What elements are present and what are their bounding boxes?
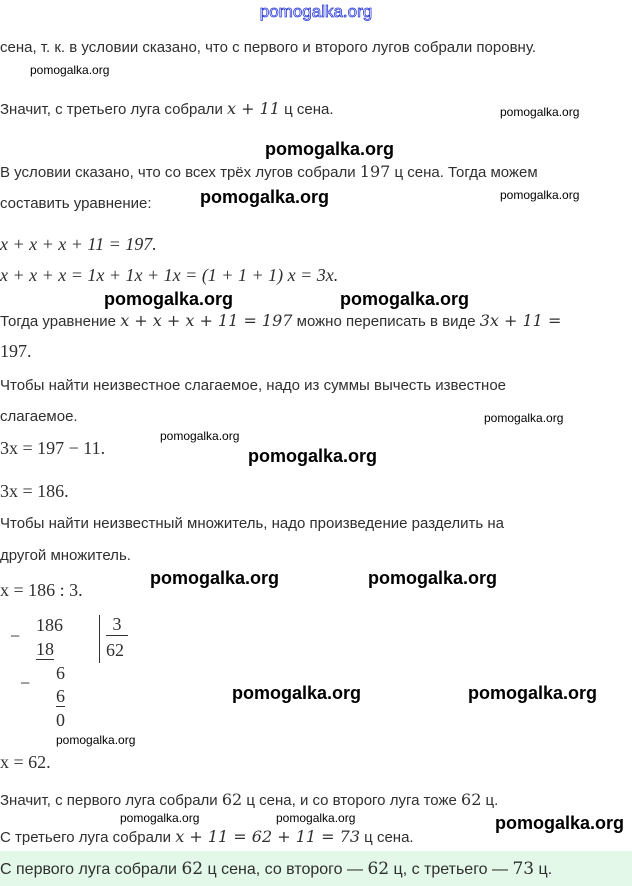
text-line: другой множитель.	[0, 547, 131, 564]
remainder: 6	[56, 663, 65, 683]
equation: 3x = 197 − 11.	[0, 438, 106, 458]
text-line: Значит, с первого луга собрали 62 ц сена, и со второго луга тоже 62 ц.	[0, 790, 499, 809]
divisor: 3	[106, 613, 128, 636]
watermark: pomogalka.org	[340, 289, 470, 309]
subtrahend: 18	[36, 639, 54, 659]
text-line: С третьего луга собрали x + 11 = 62 + 11 = 73 ц сена.	[0, 827, 414, 846]
text-line: слагаемое.	[0, 408, 78, 425]
answer-box	[0, 851, 632, 886]
text-line: Чтобы найти неизвестное слагаемое, надо из суммы вычесть известное	[0, 377, 507, 394]
watermark: pomogalka.org	[200, 187, 330, 207]
watermark: pomogalka.org	[276, 811, 356, 825]
quotient: 62	[106, 640, 124, 660]
answer-text: С первого луга собрали 62 ц сена, со второго — 62 ц, с третьего — 73 ц.	[0, 859, 553, 879]
watermark: pomogalka.org	[30, 63, 110, 77]
equation: x = 62.	[0, 752, 51, 772]
watermark: pomogalka.org	[500, 105, 580, 119]
text-line: Тогда уравнение x + x + x + 11 = 197 можно переписать в виде 3x + 11 =	[0, 311, 562, 330]
watermark: pomogalka.org	[120, 811, 200, 825]
equation: x + x + x = 1x + 1x + 1x = (1 + 1 + 1) x = 3x.	[0, 265, 339, 285]
remainder: 0	[56, 710, 65, 730]
watermark: pomogalka.org	[232, 683, 362, 703]
text-line: Чтобы найти неизвестный множитель, надо произведение разделить на	[0, 515, 504, 532]
text-line: В условии сказано, что со всех трёх лугов собрали 197 ц сена. Тогда можем	[0, 162, 538, 181]
subtrahend: 6	[56, 686, 65, 706]
watermark: pomogalka.org	[368, 568, 498, 588]
equation: x = 186 : 3.	[0, 580, 83, 600]
watermark: pomogalka.org	[500, 188, 580, 202]
text-line: составить уравнение:	[0, 195, 152, 212]
text-line: 197.	[0, 341, 32, 361]
equation: 3x = 186.	[0, 481, 69, 501]
watermark: pomogalka.org	[56, 733, 136, 747]
division-bar	[99, 615, 100, 663]
watermark: pomogalka.org	[160, 429, 240, 443]
watermark: pomogalka.org	[150, 568, 280, 588]
dividend: 186	[36, 615, 63, 635]
text-line: сена, т. к. в условии сказано, что с первого и второго лугов собрали поровну.	[0, 39, 537, 56]
equation: x + x + x + 11 = 197.	[0, 234, 157, 254]
watermark: pomogalka.org	[484, 411, 564, 425]
watermark: pomogalka.org	[104, 289, 234, 309]
minus-sign: −	[10, 626, 21, 646]
watermark: pomogalka.org	[259, 2, 373, 21]
watermark: pomogalka.org	[248, 446, 378, 466]
text-line: Значит, с третьего луга собрали x + 11 ц сена.	[0, 99, 334, 118]
watermark: pomogalka.org	[265, 139, 395, 159]
watermark: pomogalka.org	[468, 683, 598, 703]
minus-sign: −	[20, 673, 31, 693]
watermark: pomogalka.org	[495, 813, 625, 833]
